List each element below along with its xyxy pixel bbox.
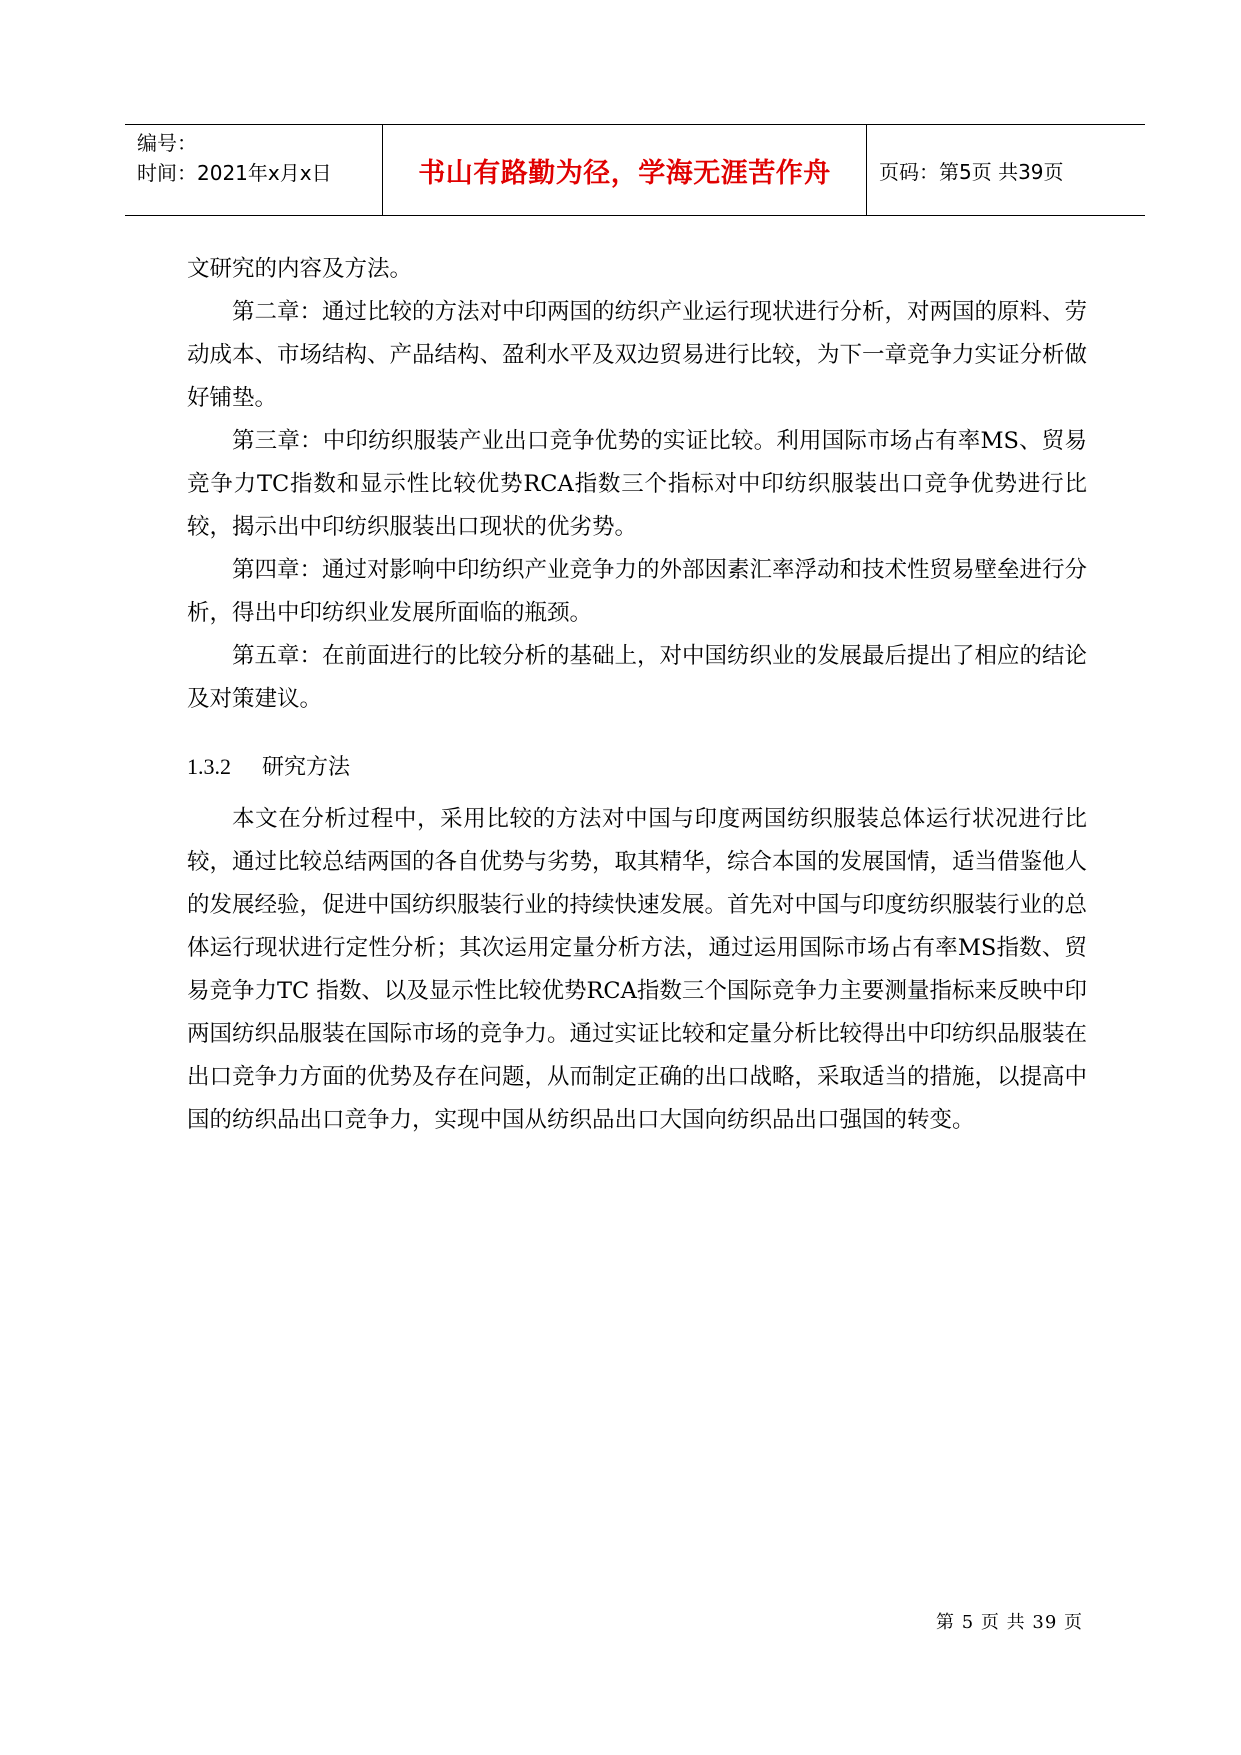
paragraph-chapter-5: 第五章：在前面进行的比较分析的基础上，对中国纺织业的发展最后提出了相应的结论及对策建议。 (187, 643, 1088, 712)
paragraph-chapter-3: 第三章：中印纺织服装产业出口竞争优势的实证比较。利用国际市场占有率MS、贸易竞争力TC指数和显示性比较优势RCA指数三个指标对中印纺织服装出口竞争优势进行比较，揭示出中印纺织服装出口现状的优劣势。 (187, 428, 1087, 540)
section-title: 研究方法 (262, 755, 351, 780)
document-body (187, 248, 1087, 1142)
motto-text: 书山有路勤为径，学海无涯苦作舟 (418, 157, 831, 189)
header-motto-cell (383, 125, 867, 215)
paragraph-research-method: 本文在分析过程中，采用比较的方法对中国与印度两国纺织服装总体运行状况进行比较，通过比较总结两国的各自优势与劣势，取其精华，综合本国的发展国情，适当借鉴他人的发展经验，促进中国纺织服装行业的持续快速发展。首先对中国与印度纺织服装行业的总体运行现状进行定性分析；其次运用定量分析方法，通过运用国际市场占有率MS指数、贸易竞争力TC 指数、以及显示性比较优势RCA指数三个国际竞争力主要测量指标来反映中印两国纺织品服装在国际市场的竞争力。通过实证比较和定量分析比较得出中印纺织品服装在出口竞争力方面的优势及存在问题，从而制定正确的出口战略，采取适当的措施，以提高中国的纺织品出口竞争力，实现中国从纺织品出口大国向纺织品出口强国的转变。 (187, 806, 1088, 1133)
section-heading (187, 747, 1087, 788)
serial-label: 编号： (137, 131, 197, 155)
page-footer (936, 1608, 1083, 1634)
header-meta-cell (125, 125, 383, 215)
paragraph-chapter-2: 第二章：通过比较的方法对中印两国的纺织产业运行现状进行分析，对两国的原料、劳动成本、市场结构、产品结构、盈利水平及双边贸易进行比较，为下一章竞争力实证分析做好铺垫。 (187, 299, 1088, 411)
section-number: 1.3.2 (187, 754, 231, 779)
document-header (125, 124, 1145, 216)
paragraph-intro-tail: 文研究的内容及方法。 (187, 256, 413, 282)
header-page-cell (867, 125, 1145, 215)
footer-page-number: 第 5 页 共 39 页 (936, 1612, 1083, 1633)
time-label: 时间：2021年x月x日 (137, 161, 332, 185)
header-page-info: 页码：第5页 共39页 (879, 159, 1064, 184)
paragraph-chapter-4: 第四章：通过对影响中印纺织产业竞争力的外部因素汇率浮动和技术性贸易壁垒进行分析，得出中印纺织业发展所面临的瓶颈。 (187, 557, 1088, 626)
